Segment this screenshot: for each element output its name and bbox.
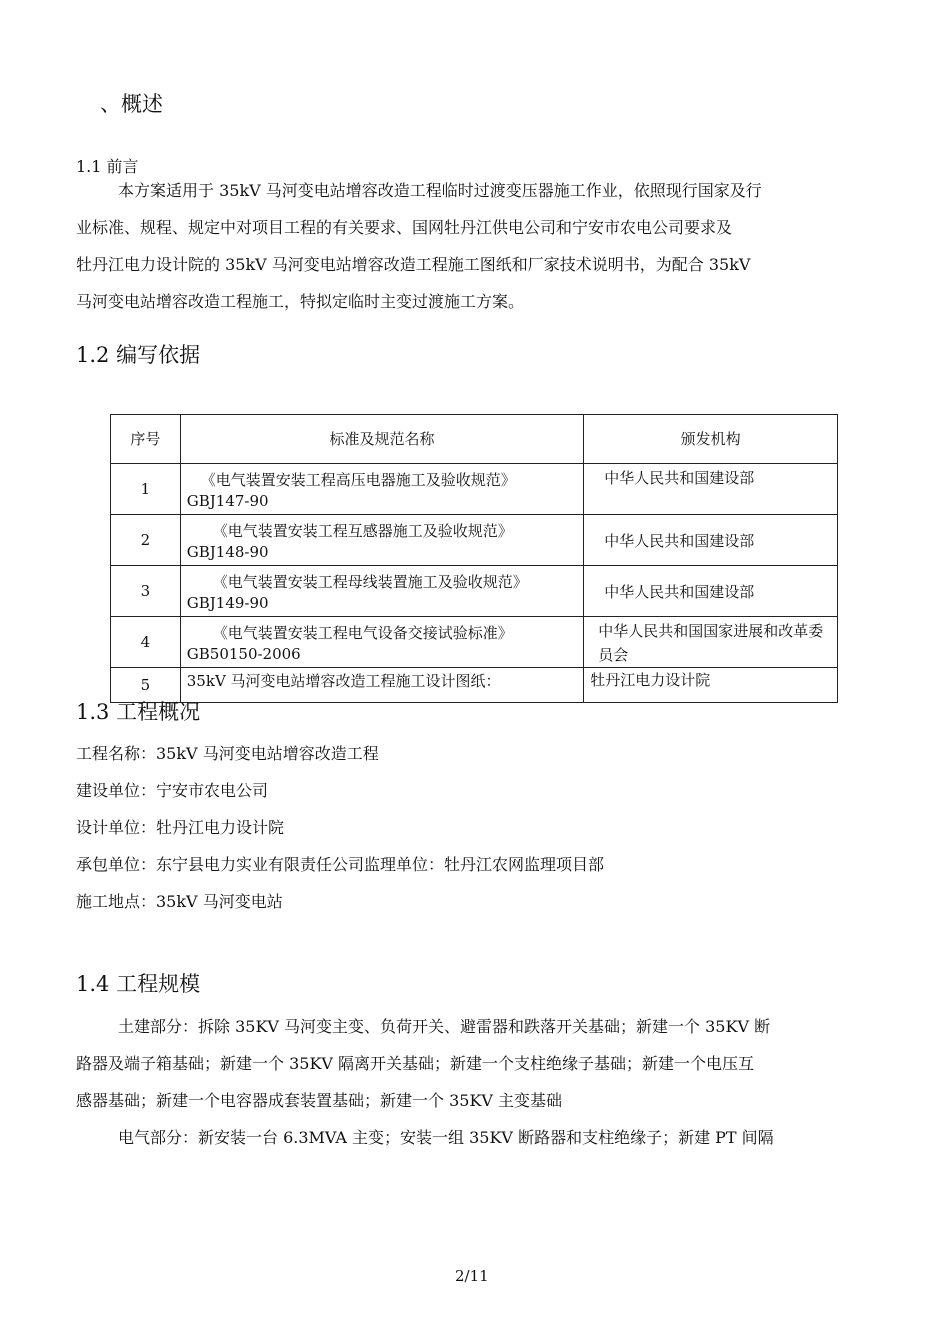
heading-1-1: 1.1 前言 — [76, 157, 139, 176]
standard-name: 《电气装置安装工程母线装置施工及验收规范》 — [212, 573, 528, 591]
row-issuer — [584, 668, 838, 703]
scale-line: 电气部分：新安装一台 6.3MVA 主变；安装一组 35KV 断路器和支柱绝缘子；新建 PT 间隔 — [118, 1128, 774, 1147]
issuer-text: 中华人民共和国建设部 — [604, 532, 755, 550]
standard-name: 《电气装置安装工程互感器施工及验收规范》 — [212, 522, 513, 540]
table-row — [111, 464, 838, 515]
row-standard — [180, 566, 583, 617]
overview-line: 建设单位：宁安市农电公司 — [76, 781, 269, 800]
section-title: 、概述 — [100, 92, 163, 116]
standard-code: GBJ147-90 — [186, 492, 269, 510]
issuer-text: 中华人民共和国建设部 — [604, 583, 755, 601]
heading-1-2: 1.2 编写依据 — [76, 343, 201, 367]
standard-name: 《电气装置安装工程高压电器施工及验收规范》 — [200, 471, 516, 489]
standards-table — [110, 414, 838, 703]
overview-line: 施工地点：35kV 马河变电站 — [76, 892, 283, 911]
header-no: 序号 — [111, 415, 181, 464]
overview-line: 设计单位：牡丹江电力设计院 — [76, 818, 285, 837]
standard-code: GBJ148-90 — [186, 543, 269, 561]
table-row — [111, 515, 838, 566]
overview-line: 工程名称：35kV 马河变电站增容改造工程 — [76, 744, 379, 763]
table-row — [111, 617, 838, 668]
row-standard — [180, 515, 583, 566]
row-no: 4 — [111, 617, 181, 668]
row-no: 1 — [111, 464, 181, 515]
row-standard — [180, 464, 583, 515]
paragraph-line: 本方案适用于 35kV 马河变电站增容改造工程临时过渡变压器施工作业，依照现行国家及行 — [118, 181, 762, 200]
issuer-text: 牡丹江电力设计院 — [590, 671, 711, 689]
row-no: 5 — [111, 668, 181, 703]
heading-1-3: 1.3 工程概况 — [76, 700, 201, 724]
table-header-row — [111, 415, 838, 464]
standard-code: GB50150-2006 — [186, 645, 301, 663]
row-standard — [180, 617, 583, 668]
row-issuer — [584, 515, 838, 566]
page-number: 2/11 — [455, 1267, 489, 1285]
overview-line: 承包单位：东宁县电力实业有限责任公司监理单位：牡丹江农网监理项目部 — [76, 855, 605, 874]
table-row — [111, 668, 838, 703]
row-issuer — [584, 617, 838, 668]
scale-line: 感器基础；新建一个电容器成套装置基础；新建一个 35KV 主变基础 — [76, 1091, 563, 1110]
row-standard — [180, 668, 583, 703]
table-row — [111, 566, 838, 617]
row-issuer — [584, 566, 838, 617]
heading-1-4: 1.4 工程规模 — [76, 972, 201, 996]
scale-line: 路器及端子箱基础；新建一个 35KV 隔离开关基础；新建一个支柱绝缘子基础；新建一个电压互 — [76, 1054, 755, 1073]
scale-line: 土建部分：拆除 35KV 马河变主变、负荷开关、避雷器和跌落开关基础；新建一个 35KV 断 — [118, 1017, 771, 1036]
header-issuer: 颁发机构 — [584, 415, 838, 464]
paragraph-line: 马河变电站增容改造工程施工，特拟定临时主变过渡施工方案。 — [76, 292, 525, 311]
paragraph-line: 牡丹江电力设计院的 35kV 马河变电站增容改造工程施工图纸和厂家技术说明书，为配合 35kV — [76, 255, 751, 274]
paragraph-line: 业标准、规程、规定中对项目工程的有关要求、国网牡丹江供电公司和宁安市农电公司要求及 — [76, 218, 733, 237]
header-name: 标准及规范名称 — [180, 415, 583, 464]
issuer-text: 中华人民共和国国家进展和改革委员会 — [598, 622, 824, 664]
standard-name: 35kV 马河变电站增容改造工程施工设计图纸： — [186, 672, 501, 690]
issuer-text: 中华人民共和国建设部 — [604, 469, 755, 487]
standard-code: GBJ149-90 — [186, 594, 269, 612]
row-no: 3 — [111, 566, 181, 617]
row-issuer — [584, 464, 838, 515]
row-no: 2 — [111, 515, 181, 566]
standard-name: 《电气装置安装工程电气设备交接试验标准》 — [212, 624, 513, 642]
